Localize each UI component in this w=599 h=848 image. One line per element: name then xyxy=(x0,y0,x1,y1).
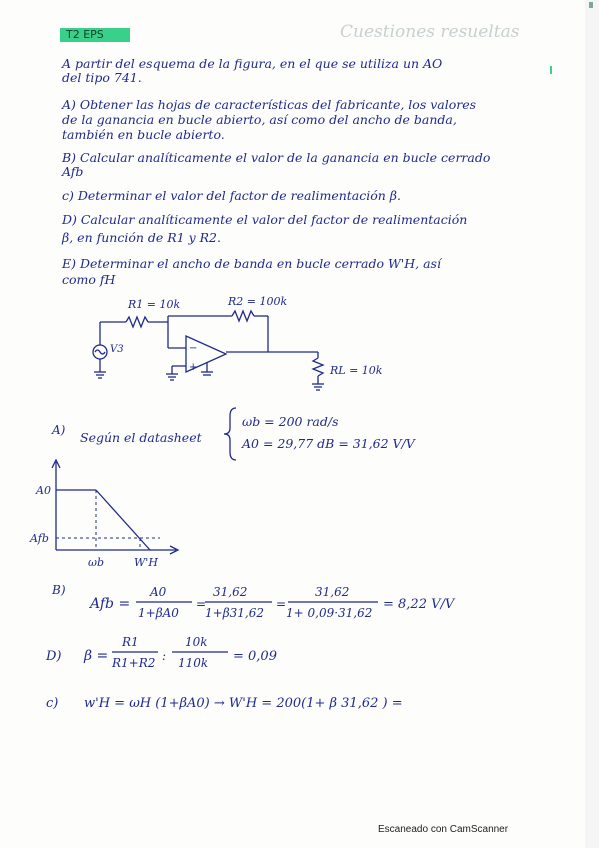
answer-a-text: Según el datasheet xyxy=(80,430,202,445)
bode-plot xyxy=(52,460,178,554)
answer-b-f3-den: 1+ 0,09·31,62 xyxy=(286,606,373,620)
answer-b-f2-den: 1+β31,62 xyxy=(205,606,264,620)
noninverting-input-symbol: + xyxy=(189,362,198,373)
question-b-line-1: B) Calcular analíticamente el valor de la ganancia en bucle cerrado xyxy=(62,150,491,165)
statement-line-2: del tipo 741. xyxy=(62,70,142,85)
answer-b-eq2: = xyxy=(276,597,287,611)
r2-label: R2 = 100k xyxy=(228,295,288,308)
answer-c-label: c) xyxy=(46,696,59,711)
bode-a0-label: A0 xyxy=(36,484,51,497)
question-c-line-1: c) Determinar el valor del factor de realimentación β. xyxy=(62,188,401,203)
bleed-through-text: Cuestiones resueltas xyxy=(340,22,520,42)
topic-tag: T2 EPS xyxy=(60,28,130,42)
answer-d-f1-num: R1 xyxy=(122,635,139,649)
question-e-line-1: E) Determinar el ancho de banda en bucle cerrado W'H, así xyxy=(62,256,441,271)
r1-label: R1 = 10k xyxy=(128,298,181,311)
answer-d-label: D) xyxy=(46,649,62,664)
answer-b-lhs: Afb = xyxy=(90,596,131,612)
question-a-line-1: A) Obtener las hojas de características del fabricante, los valores xyxy=(62,97,477,112)
source-label: V3 xyxy=(110,344,124,355)
question-a-line-3: también en bucle abierto. xyxy=(62,127,225,142)
inverting-input-symbol: − xyxy=(189,343,198,354)
question-b-line-2: Afb xyxy=(62,164,84,179)
answer-a-wb: ωb = 200 rad/s xyxy=(242,414,339,429)
question-a-line-2: de la ganancia en bucle abierto, así como del ancho de banda, xyxy=(62,112,457,127)
answer-a-label: A) xyxy=(52,423,66,437)
answer-b-f1-num: A0 xyxy=(150,585,167,599)
answer-b-eq1: = xyxy=(196,597,207,611)
answer-b-f3-num: 31,62 xyxy=(315,585,350,599)
answer-b-f2-num: 31,62 xyxy=(213,585,248,599)
answer-d-result: = 0,09 xyxy=(233,649,277,664)
bode-guides xyxy=(56,490,160,550)
answer-b-f1-den: 1+βA0 xyxy=(138,606,179,620)
answer-b-result: = 8,22 V/V xyxy=(383,597,455,612)
question-d-line-1: D) Calcular analíticamente el valor del factor de realimentación xyxy=(62,212,468,227)
answer-a-brace xyxy=(224,408,236,460)
bode-wh-label: W'H xyxy=(134,556,158,569)
answer-c-text: w'H = ωH (1+βA0) → W'H = 200(1+ β 31,62 ) = xyxy=(84,696,403,711)
answer-a-a0: A0 = 29,77 dB = 31,62 V/V xyxy=(242,436,415,451)
question-e-line-2: como fH xyxy=(62,272,116,287)
bode-wb-label: ωb xyxy=(88,556,105,569)
answer-d-eq1: : xyxy=(162,649,167,663)
rl-label: RL = 10k xyxy=(330,364,383,377)
answer-b-label: B) xyxy=(52,583,66,597)
scanner-footer: Escaneado con CamScanner xyxy=(378,824,509,835)
answer-d-lhs: β = xyxy=(84,648,109,664)
statement-line-1: A partir del esquema de la figura, en el que se utiliza un AO xyxy=(62,56,443,71)
answer-d-f2-num: 10k xyxy=(185,635,208,649)
answer-d-f2-den: 110k xyxy=(178,656,209,670)
answer-d-f1-den: R1+R2 xyxy=(112,656,156,670)
question-d-line-2: β, en función de R1 y R2. xyxy=(62,230,221,245)
bode-afb-label: Afb xyxy=(30,532,49,545)
